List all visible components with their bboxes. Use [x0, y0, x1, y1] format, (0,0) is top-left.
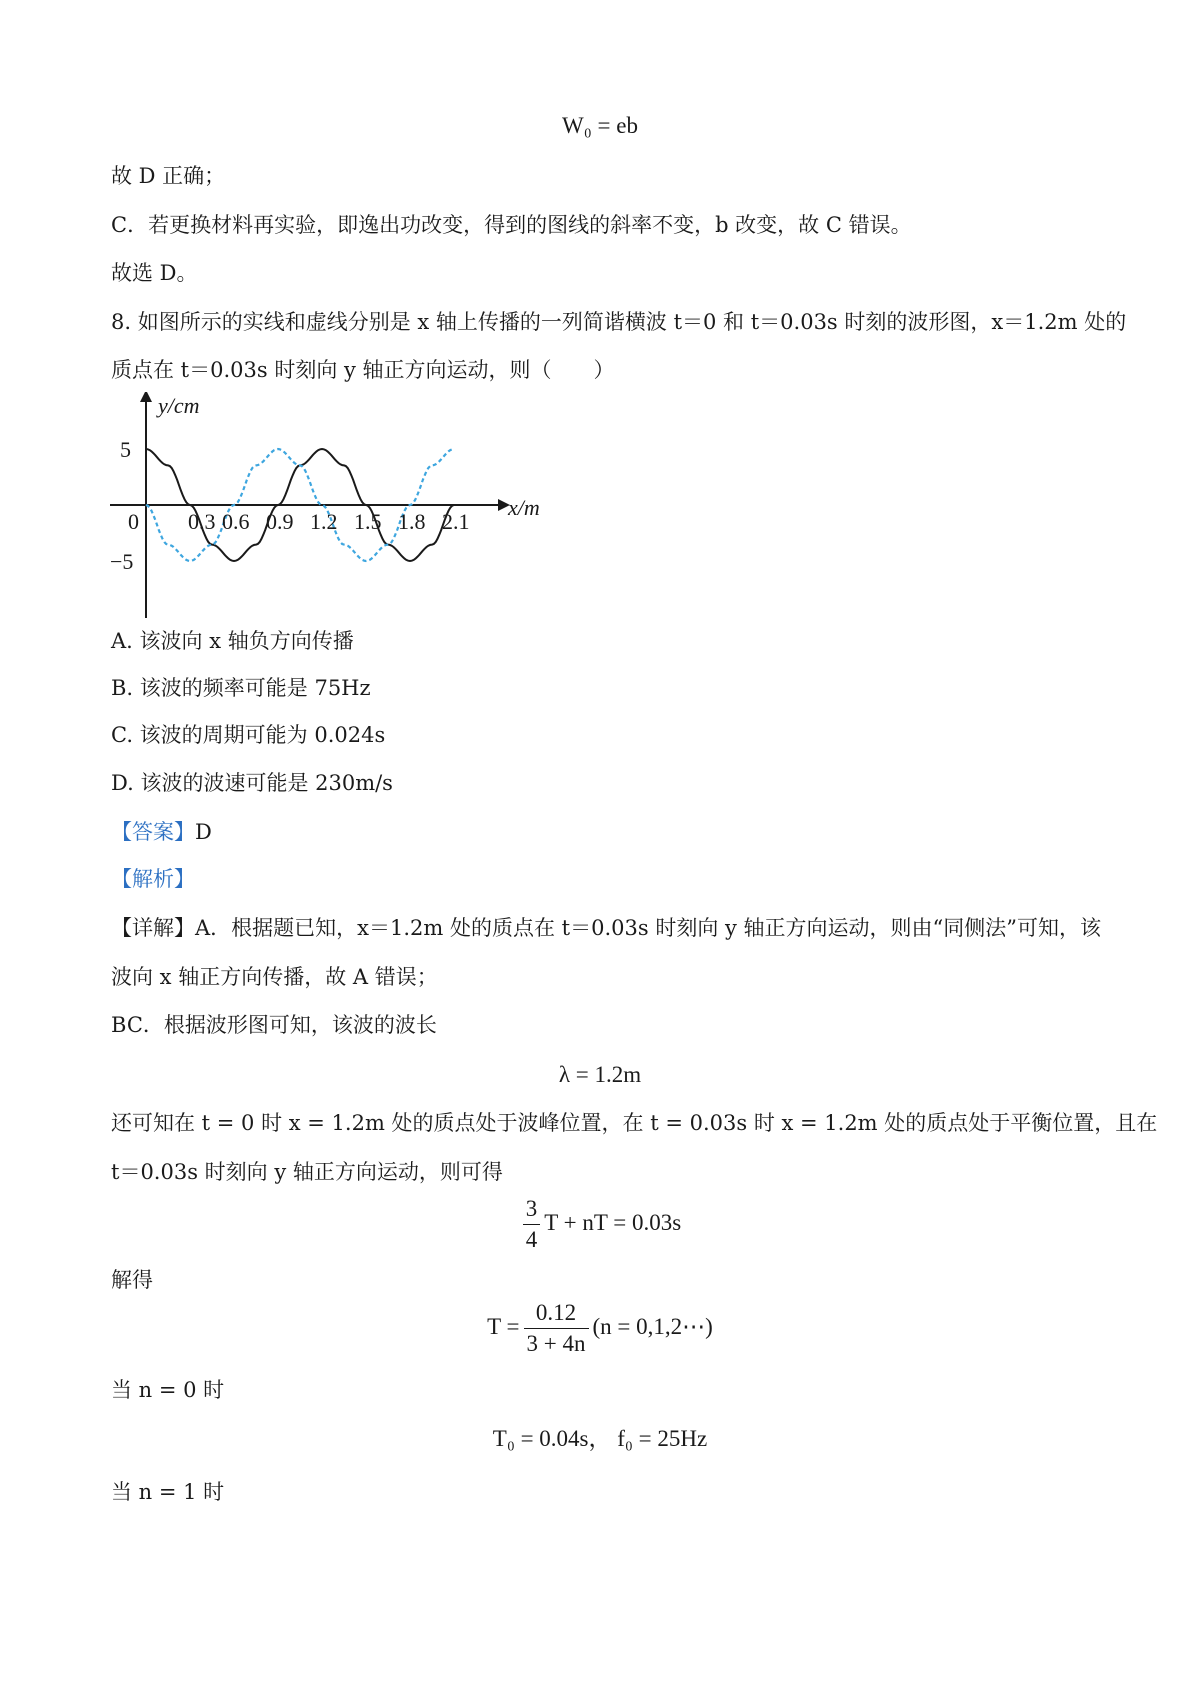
c-explanation-line: C．若更换材料再实验，即逸出功改变，得到的图线的斜率不变，b 改变，故 C 错误。: [111, 213, 912, 237]
analysis-tag: 【解析】: [111, 867, 195, 891]
choose-d-line: 故选 D。: [111, 261, 198, 285]
also-line-2: t＝0.03s 时刻向 y 轴正方向运动，则可得: [111, 1160, 503, 1184]
bc-line: BC．根据波形图可知，该波的波长: [111, 1013, 437, 1037]
period-equation: $\frac{3}{4}$ T + nT = 0.03s: [0, 1193, 1200, 1255]
option-a: A. 该波向 x 轴负方向传播: [111, 629, 354, 653]
solve-line: 解得: [111, 1268, 153, 1292]
graph-labels: [110, 393, 540, 574]
wave-graph: [100, 392, 580, 622]
x-tick-label: 1.2: [310, 509, 338, 534]
fraction-three-quarters: $\frac{3}{4}$: [523, 1194, 541, 1255]
y-tick-label: 5: [120, 437, 131, 462]
x-axis-label: x/m: [508, 495, 540, 520]
when-n1-line: 当 n = 1 时: [111, 1480, 225, 1504]
graph-axes: [110, 392, 510, 618]
option-b: B. 该波的频率可能是 75Hz: [111, 676, 371, 700]
question-8-line-2: 质点在 t＝0.03s 时刻向 y 轴正方向运动，则（ ）: [111, 358, 615, 382]
answer-tag: 【答案】: [111, 820, 195, 844]
x-tick-label: 0.9: [266, 509, 294, 534]
question-8-line-1: 8. 如图所示的实线和虚线分别是 x 轴上传播的一列简谐横波 t＝0 和 t＝0.03s 时刻的波形图，x＝1.2m 处的: [111, 310, 1127, 334]
when-n0-line: 当 n = 0 时: [111, 1378, 225, 1402]
x-tick-label: 2.1: [442, 509, 470, 534]
period-solution: T = $\frac{0.12}{3 + 4n}$ (n = 0,1,2⋯): [0, 1297, 1200, 1359]
lambda-formula: λ = 1.2m: [558, 1062, 642, 1087]
x-tick-label: 0.6: [222, 509, 250, 534]
x-tick-label: 1.8: [398, 509, 426, 534]
y-axis-label: y/cm: [158, 393, 200, 418]
x-tick-label: 0: [128, 509, 139, 534]
y-axis-arrow: [140, 392, 152, 402]
option-d: D. 该波的波速可能是 230m/s: [111, 771, 393, 795]
answer-line: [111, 817, 212, 847]
detail-line-2: 波向 x 轴正方向传播，故 A 错误；: [111, 965, 438, 989]
y-tick-label: −5: [110, 549, 134, 574]
answer-value: D: [195, 820, 212, 844]
n0-result: T₀ = 0.04s， f₀ = 25Hz: [492, 1426, 708, 1451]
x-tick-label: 0.3: [188, 509, 216, 534]
option-c: C. 该波的周期可能为 0.024s: [111, 723, 386, 747]
d-correct-line: 故 D 正确；: [111, 164, 226, 188]
detail-line-1: 【详解】A．根据题已知，x＝1.2m 处的质点在 t＝0.03s 时刻向 y 轴正方向运动，则由“同侧法”可知，该: [111, 916, 1102, 940]
also-line-1: 还可知在 t = 0 时 x = 1.2m 处的质点处于波峰位置，在 t = 0.03s 时 x = 1.2m 处的质点处于平衡位置，且在: [111, 1111, 1158, 1135]
x-tick-label: 1.5: [354, 509, 382, 534]
fraction-period: $\frac{0.12}{3 + 4n}$: [524, 1298, 589, 1359]
w0-formula: W₀ = eb: [562, 113, 638, 138]
